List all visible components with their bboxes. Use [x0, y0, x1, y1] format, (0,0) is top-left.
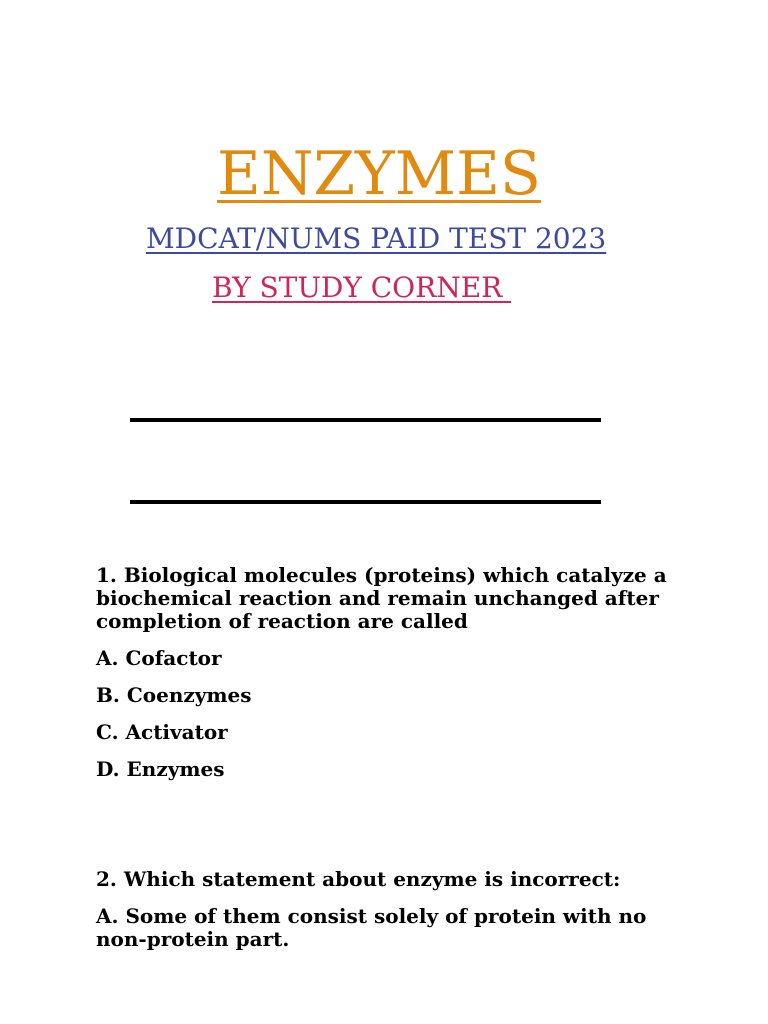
question-1-text: 1. Biological molecules (proteins) which catalyze a biochemical reaction and remain unchanged after completion of reaction are called [96, 563, 667, 633]
question-1 [96, 564, 696, 781]
document-title: ENZYMES [217, 139, 541, 209]
question-2 [96, 868, 696, 951]
document-subtitle: MDCAT/NUMS PAID TEST 2023 [146, 222, 607, 255]
question-1-option-b: B. Coenzymes [96, 683, 252, 707]
question-1-option-a: A. Cofactor [96, 646, 222, 670]
question-2-option-a: A. Some of them consist solely of protein with no non-protein part. [96, 904, 647, 951]
divider-line-1 [130, 418, 601, 422]
question-1-option-c: C. Activator [96, 720, 228, 744]
question-1-option-d: D. Enzymes [96, 757, 225, 781]
question-2-text: 2. Which statement about enzyme is incorrect: [96, 867, 621, 891]
document-byline: BY STUDY CORNER [212, 271, 512, 304]
divider-line-2 [130, 500, 601, 504]
